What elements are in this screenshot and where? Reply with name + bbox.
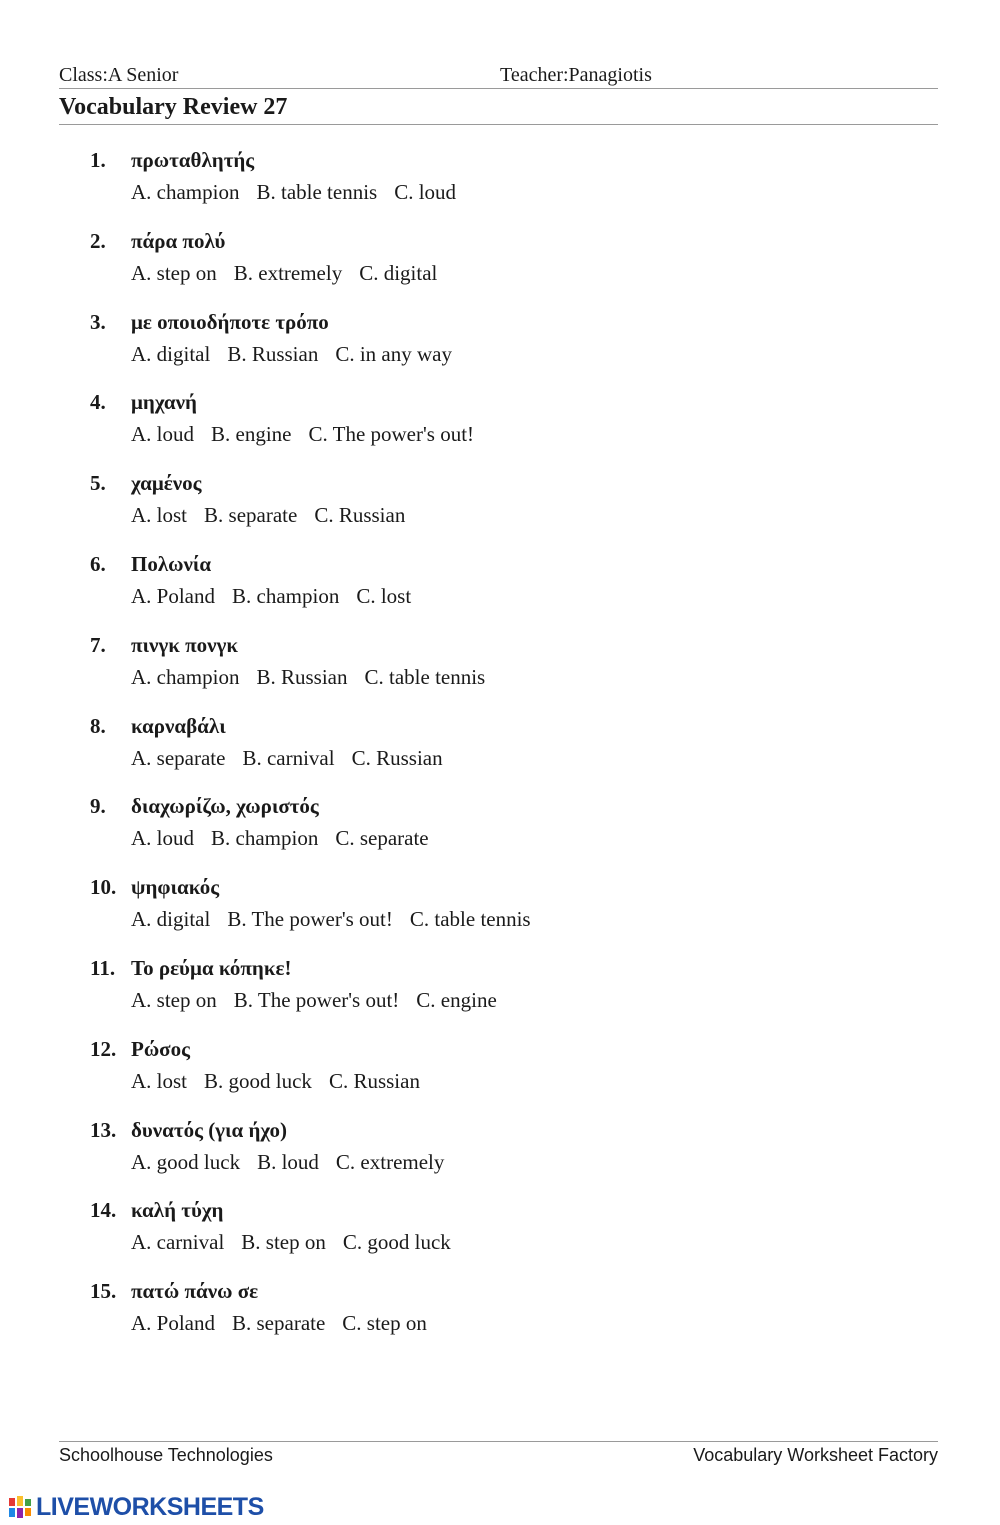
question-word: καλή τύχη: [131, 1198, 224, 1223]
answer-options: [131, 180, 473, 205]
answer-option[interactable]: B. champion: [232, 583, 340, 608]
question-item: [90, 1037, 910, 1118]
answer-option[interactable]: A. separate: [131, 745, 226, 770]
answer-option[interactable]: B. extremely: [233, 260, 343, 285]
title-bar: [59, 90, 938, 125]
answer-option[interactable]: A. lost: [131, 503, 188, 528]
answer-option[interactable]: B. Russian: [227, 341, 319, 366]
answer-option[interactable]: C. step on: [342, 1311, 427, 1336]
answer-options: [131, 988, 514, 1013]
brand-text: LIVEWORKSHEETS: [36, 1492, 264, 1521]
question-word: δυνατός (για ήχο): [131, 1117, 288, 1142]
question-number: 7.: [90, 632, 106, 657]
answer-options: [131, 1150, 461, 1175]
question-word: πρωταθλητής: [131, 148, 255, 172]
answer-options: [131, 422, 491, 447]
question-list: [90, 148, 910, 1360]
answer-option[interactable]: C. table tennis: [364, 664, 486, 689]
answer-option[interactable]: C. Russian: [314, 503, 406, 528]
question-word: πατώ πάνω σε: [131, 1279, 259, 1304]
answer-options: [131, 1311, 444, 1336]
answer-option[interactable]: B. loud: [257, 1149, 319, 1174]
footer-product: Vocabulary Worksheet Factory: [693, 1445, 938, 1465]
answer-option[interactable]: C. lost: [356, 583, 412, 608]
question-word: χαμένος: [131, 471, 202, 496]
question-item: [90, 552, 910, 633]
answer-option[interactable]: C. extremely: [335, 1149, 445, 1174]
question-item: [90, 875, 910, 956]
question-number: 13.: [90, 1117, 117, 1142]
question-number: 6.: [90, 551, 106, 576]
answer-option[interactable]: B. step on: [241, 1230, 326, 1255]
answer-options: [131, 503, 422, 528]
answer-option[interactable]: C. in any way: [335, 341, 452, 366]
question-number: 5.: [90, 471, 106, 496]
question-item: [90, 148, 910, 229]
question-number: 15.: [90, 1279, 117, 1304]
answer-option[interactable]: A. digital: [131, 907, 211, 932]
question-word: Το ρεύμα κόπηκε!: [131, 955, 292, 980]
answer-option[interactable]: A. digital: [131, 341, 211, 366]
question-word: με οποιοδήποτε τρόπο: [131, 309, 329, 334]
question-number: 12.: [90, 1036, 117, 1061]
question-number: 9.: [90, 794, 106, 819]
answer-options: [131, 261, 454, 286]
answer-option[interactable]: C. Russian: [351, 745, 443, 770]
answer-option[interactable]: C. good luck: [342, 1230, 451, 1255]
question-item: [90, 390, 910, 471]
worksheet-title: Vocabulary Review 27: [59, 94, 288, 120]
answer-option[interactable]: B. good luck: [204, 1068, 312, 1093]
question-number: 4.: [90, 390, 106, 415]
answer-option[interactable]: B. Russian: [256, 664, 348, 689]
answer-option[interactable]: A. champion: [131, 180, 240, 204]
footer-publisher: Schoolhouse Technologies: [59, 1445, 273, 1465]
answer-option[interactable]: B. The power's out!: [233, 987, 400, 1012]
question-number: 11.: [90, 955, 116, 980]
question-item: [90, 633, 910, 714]
answer-option[interactable]: A. loud: [131, 826, 194, 851]
answer-option[interactable]: B. carnival: [242, 745, 335, 770]
question-item: [90, 794, 910, 875]
liveworksheets-brand[interactable]: [8, 1493, 264, 1521]
question-item: [90, 1279, 910, 1360]
answer-option[interactable]: A. Poland: [131, 1311, 215, 1336]
answer-option[interactable]: B. table tennis: [256, 180, 378, 204]
answer-option[interactable]: C. Russian: [328, 1068, 420, 1093]
answer-option[interactable]: A. step on: [131, 987, 217, 1012]
question-word: Ρώσος: [131, 1036, 190, 1061]
question-item: [90, 956, 910, 1037]
answer-option[interactable]: A. lost: [131, 1068, 188, 1093]
answer-option[interactable]: C. separate: [335, 826, 429, 851]
question-item: [90, 1198, 910, 1279]
question-item: [90, 471, 910, 552]
question-word: καρναβάλι: [131, 713, 226, 738]
answer-option[interactable]: A. loud: [131, 422, 194, 447]
answer-options: [131, 1230, 468, 1255]
answer-option[interactable]: C. engine: [416, 987, 497, 1012]
question-word: Πολωνία: [131, 551, 212, 576]
question-number: 3.: [90, 309, 106, 334]
question-word: πινγκ πονγκ: [131, 632, 238, 657]
answer-options: [131, 665, 502, 690]
answer-option[interactable]: A. step on: [131, 260, 217, 285]
answer-option[interactable]: A. carnival: [131, 1230, 225, 1255]
question-number: 14.: [90, 1198, 117, 1223]
answer-option[interactable]: A. champion: [131, 664, 240, 689]
answer-option[interactable]: B. engine: [211, 422, 292, 447]
question-word: ψηφιακός: [131, 875, 220, 900]
teacher-label: Teacher:Panagiotis: [500, 64, 652, 86]
class-label: Class:A Senior: [59, 64, 179, 86]
question-word: μηχανή: [131, 390, 197, 415]
answer-option[interactable]: A. good luck: [131, 1149, 241, 1174]
answer-options: [131, 1069, 437, 1094]
question-number: 1.: [90, 148, 106, 172]
question-item: [90, 229, 910, 310]
question-item: [90, 1118, 910, 1199]
liveworksheets-logo-icon: [8, 1495, 32, 1519]
answer-option[interactable]: B. The power's out!: [227, 907, 393, 932]
answer-options: [131, 826, 446, 851]
answer-option[interactable]: B. separate: [232, 1311, 326, 1336]
answer-options: [131, 907, 548, 932]
answer-options: [131, 342, 469, 367]
answer-option[interactable]: C. loud: [394, 180, 457, 204]
answer-option[interactable]: C. The power's out!: [308, 422, 475, 447]
answer-options: [131, 584, 428, 609]
answer-option[interactable]: C. digital: [359, 260, 438, 285]
question-number: 8.: [90, 713, 106, 738]
question-number: 2.: [90, 228, 106, 253]
question-item: [90, 310, 910, 391]
question-number: 10.: [90, 875, 117, 900]
question-item: [90, 714, 910, 795]
answer-options: [131, 746, 460, 771]
worksheet-header: [59, 62, 938, 89]
question-word: πάρα πολύ: [131, 228, 226, 253]
question-word: διαχωρίζω, χωριστός: [131, 794, 319, 819]
worksheet-footer: [59, 1441, 938, 1470]
answer-option[interactable]: A. Poland: [131, 583, 215, 608]
answer-option[interactable]: C. table tennis: [409, 907, 531, 932]
answer-option[interactable]: B. champion: [211, 826, 319, 851]
answer-option[interactable]: B. separate: [204, 503, 298, 528]
